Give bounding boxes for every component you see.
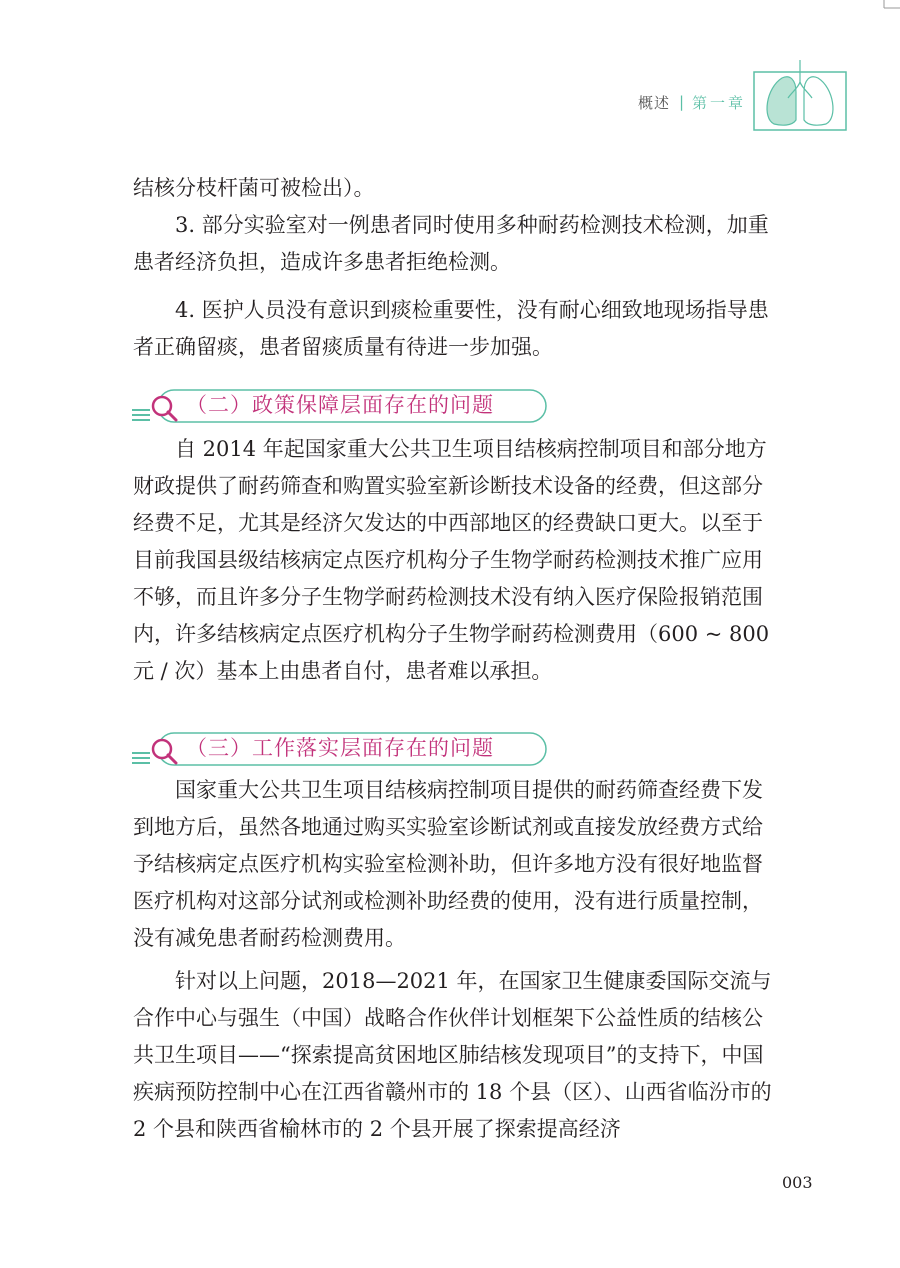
header-chapter: 第一章 xyxy=(692,94,747,112)
paragraph: 4. 医护人员没有意识到痰检重要性，没有耐心细致地现场指导患者正确留痰，患者留痰质量有待进一步加强。 xyxy=(133,298,769,359)
corner-mark xyxy=(876,0,900,14)
paragraph: 结核分枝杆菌可被检出）。 xyxy=(133,176,375,200)
magnifier-icon xyxy=(132,397,176,420)
heading-title: （二）政策保障层面存在的问题 xyxy=(186,393,494,417)
paragraph: 自 2014 年起国家重大公共卫生项目结核病控制项目和部分地方财政提供了耐药筛查和购置实验室新诊断技术设备的经费，但这部分经费不足，尤其是经济欠发达的中西部地区的经费缺口更大。以至于目前我国县级结核病定点医疗机构分子生物学耐药检测技术推广应用不够，而且许多分子生物学耐药检测技术没有纳入医疗保险报销范围内，许多结核病定点医疗机构分子生物学耐药检测费用（600 ~ 800 元 / 次）基本上由患者自付，患者难以承担。 xyxy=(133,437,770,683)
header-divider: | xyxy=(679,93,685,111)
page-number: 003 xyxy=(782,1173,813,1192)
header-section: 概述 xyxy=(638,94,671,112)
paragraph: 3. 部分实验室对一例患者同时使用多种耐药检测技术检测，加重患者经济负担，造成许多患者拒绝检测。 xyxy=(133,213,769,274)
magnifier-icon xyxy=(132,740,176,763)
paragraph: 针对以上问题，2018—2021 年，在国家卫生健康委国际交流与合作中心与强生（中国）战略合作伙伴计划框架下公益性质的结核公共卫生项目——“探索提高贫困地区肺结核发现项目”的支持下，中国疾病预防控制中心在江西省赣州市的 18 个县（区）、山西省临汾市的 2 个县和陕西省榆林市的 2 个县开展了探索提高经济 xyxy=(133,969,772,1141)
heading-title: （三）工作落实层面存在的问题 xyxy=(186,736,494,760)
paragraph: 国家重大公共卫生项目结核病控制项目提供的耐药筛查经费下发到地方后，虽然各地通过购买实验室诊断试剂或直接发放经费方式给予结核病定点医疗机构实验室检测补助，但许多地方没有很好地监督医疗机构对这部分试剂或检测补助经费的使用，没有进行质量控制，没有减免患者耐药检测费用。 xyxy=(133,778,763,950)
lungs-icon xyxy=(752,58,852,132)
